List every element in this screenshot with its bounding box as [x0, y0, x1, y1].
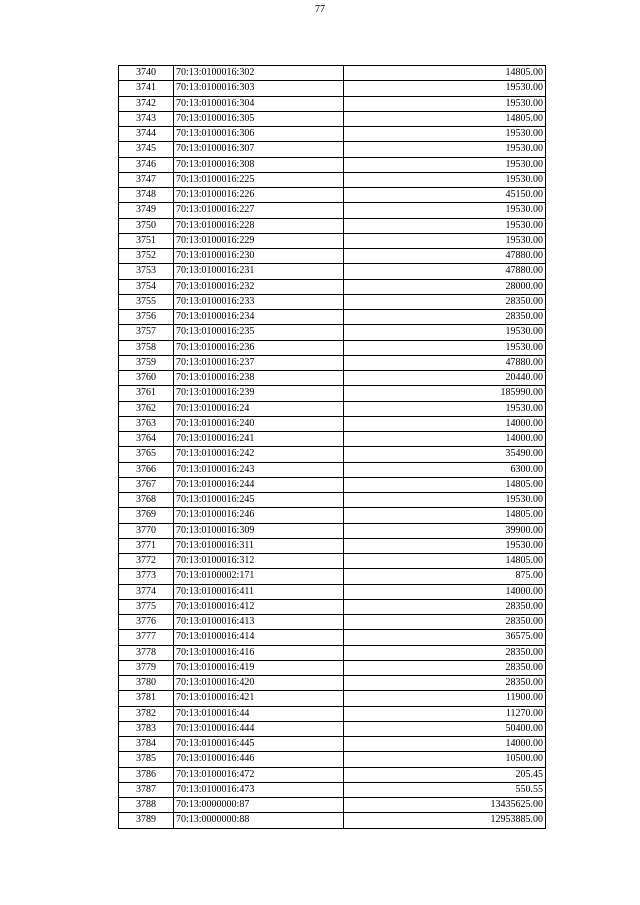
value-cell: 6300.00 [344, 462, 546, 477]
value-cell: 10500.00 [344, 752, 546, 767]
value-cell: 185990.00 [344, 386, 546, 401]
table-row [119, 111, 546, 126]
cadastral-number-cell: 70:13:0100016:307 [174, 142, 344, 157]
value-cell: 19530.00 [344, 157, 546, 172]
table-row [119, 569, 546, 584]
cadastral-number-cell: 70:13:0100016:419 [174, 660, 344, 675]
cadastral-number-cell: 70:13:0100016:420 [174, 676, 344, 691]
value-cell: 19530.00 [344, 96, 546, 111]
table-row [119, 96, 546, 111]
value-cell: 19530.00 [344, 203, 546, 218]
row-number-cell: 3784 [119, 737, 174, 752]
row-number-cell: 3786 [119, 767, 174, 782]
value-cell: 28000.00 [344, 279, 546, 294]
value-cell: 13435625.00 [344, 798, 546, 813]
cadastral-number-cell: 70:13:0100016:244 [174, 477, 344, 492]
row-number-cell: 3761 [119, 386, 174, 401]
table-row [119, 706, 546, 721]
table-row [119, 172, 546, 187]
table-row [119, 233, 546, 248]
table-row [119, 66, 546, 81]
value-cell: 14000.00 [344, 584, 546, 599]
table-row [119, 813, 546, 828]
table-row [119, 203, 546, 218]
value-cell: 20440.00 [344, 371, 546, 386]
cadastral-number-cell: 70:13:0100016:233 [174, 294, 344, 309]
row-number-cell: 3779 [119, 660, 174, 675]
cadastral-number-cell: 70:13:0100016:245 [174, 493, 344, 508]
row-number-cell: 3757 [119, 325, 174, 340]
cadastral-number-cell: 70:13:0100016:237 [174, 355, 344, 370]
cadastral-number-cell: 70:13:0100016:444 [174, 721, 344, 736]
row-number-cell: 3781 [119, 691, 174, 706]
cadastral-number-cell: 70:13:0100016:24 [174, 401, 344, 416]
table-row [119, 767, 546, 782]
row-number-cell: 3771 [119, 538, 174, 553]
value-cell: 14805.00 [344, 477, 546, 492]
value-cell: 28350.00 [344, 294, 546, 309]
table-row [119, 584, 546, 599]
value-cell: 50400.00 [344, 721, 546, 736]
value-cell: 550.55 [344, 782, 546, 797]
row-number-cell: 3767 [119, 477, 174, 492]
table-row [119, 310, 546, 325]
row-number-cell: 3778 [119, 645, 174, 660]
cadastral-number-cell: 70:13:0100016:308 [174, 157, 344, 172]
row-number-cell: 3762 [119, 401, 174, 416]
value-cell: 19530.00 [344, 401, 546, 416]
table-row [119, 249, 546, 264]
table-row [119, 477, 546, 492]
table-row [119, 538, 546, 553]
row-number-cell: 3776 [119, 615, 174, 630]
cadastral-number-cell: 70:13:0100016:238 [174, 371, 344, 386]
row-number-cell: 3742 [119, 96, 174, 111]
value-cell: 39900.00 [344, 523, 546, 538]
row-number-cell: 3782 [119, 706, 174, 721]
value-cell: 47880.00 [344, 355, 546, 370]
cadastral-number-cell: 70:13:0100016:412 [174, 599, 344, 614]
cadastral-number-cell: 70:13:0100016:445 [174, 737, 344, 752]
row-number-cell: 3760 [119, 371, 174, 386]
row-number-cell: 3770 [119, 523, 174, 538]
table-row [119, 294, 546, 309]
row-number-cell: 3753 [119, 264, 174, 279]
cadastral-number-cell: 70:13:0100016:413 [174, 615, 344, 630]
row-number-cell: 3764 [119, 432, 174, 447]
cadastral-number-cell: 70:13:0100016:302 [174, 66, 344, 81]
value-cell: 19530.00 [344, 142, 546, 157]
row-number-cell: 3745 [119, 142, 174, 157]
row-number-cell: 3769 [119, 508, 174, 523]
value-cell: 45150.00 [344, 188, 546, 203]
cadastral-number-cell: 70:13:0100016:306 [174, 127, 344, 142]
table-row [119, 599, 546, 614]
value-cell: 14805.00 [344, 554, 546, 569]
table-row [119, 660, 546, 675]
row-number-cell: 3750 [119, 218, 174, 233]
cadastral-number-cell: 70:13:0100016:414 [174, 630, 344, 645]
row-number-cell: 3755 [119, 294, 174, 309]
table-row [119, 721, 546, 736]
value-cell: 205.45 [344, 767, 546, 782]
row-number-cell: 3747 [119, 172, 174, 187]
cadastral-number-cell: 70:13:0100016:225 [174, 172, 344, 187]
table-row [119, 432, 546, 447]
cadastral-number-cell: 70:13:0100016:243 [174, 462, 344, 477]
cadastral-number-cell: 70:13:0100016:242 [174, 447, 344, 462]
value-cell: 19530.00 [344, 325, 546, 340]
page-number: 77 [315, 4, 325, 15]
row-number-cell: 3759 [119, 355, 174, 370]
cadastral-number-cell: 70:13:0100016:228 [174, 218, 344, 233]
table-row [119, 615, 546, 630]
value-cell: 19530.00 [344, 172, 546, 187]
row-number-cell: 3754 [119, 279, 174, 294]
value-cell: 35490.00 [344, 447, 546, 462]
row-number-cell: 3788 [119, 798, 174, 813]
cadastral-number-cell: 70:13:0100016:227 [174, 203, 344, 218]
cadastral-number-cell: 70:13:0100016:235 [174, 325, 344, 340]
value-cell: 28350.00 [344, 660, 546, 675]
row-number-cell: 3787 [119, 782, 174, 797]
table-row [119, 691, 546, 706]
table-row [119, 462, 546, 477]
value-cell: 875.00 [344, 569, 546, 584]
table-row [119, 386, 546, 401]
row-number-cell: 3789 [119, 813, 174, 828]
row-number-cell: 3751 [119, 233, 174, 248]
table-row [119, 416, 546, 431]
table-row [119, 645, 546, 660]
value-cell: 19530.00 [344, 538, 546, 553]
value-cell: 14805.00 [344, 66, 546, 81]
table-row [119, 81, 546, 96]
table-row [119, 493, 546, 508]
row-number-cell: 3772 [119, 554, 174, 569]
table-row [119, 127, 546, 142]
value-cell: 19530.00 [344, 218, 546, 233]
value-cell: 28350.00 [344, 615, 546, 630]
row-number-cell: 3783 [119, 721, 174, 736]
row-number-cell: 3748 [119, 188, 174, 203]
cadastral-number-cell: 70:13:0100016:416 [174, 645, 344, 660]
row-number-cell: 3777 [119, 630, 174, 645]
cadastral-number-cell: 70:13:0100016:240 [174, 416, 344, 431]
cadastral-number-cell: 70:13:0100002:171 [174, 569, 344, 584]
value-cell: 11900.00 [344, 691, 546, 706]
table-row [119, 218, 546, 233]
cadastral-number-cell: 70:13:0100016:312 [174, 554, 344, 569]
cadastral-number-cell: 70:13:0100016:446 [174, 752, 344, 767]
cadastral-number-cell: 70:13:0100016:239 [174, 386, 344, 401]
row-number-cell: 3766 [119, 462, 174, 477]
value-cell: 11270.00 [344, 706, 546, 721]
table-row [119, 157, 546, 172]
table-row [119, 798, 546, 813]
table-row [119, 523, 546, 538]
cadastral-number-cell: 70:13:0100016:309 [174, 523, 344, 538]
value-cell: 14000.00 [344, 737, 546, 752]
cadastral-number-cell: 70:13:0100016:232 [174, 279, 344, 294]
table-row [119, 737, 546, 752]
cadastral-number-cell: 70:13:0100016:234 [174, 310, 344, 325]
row-number-cell: 3763 [119, 416, 174, 431]
row-number-cell: 3758 [119, 340, 174, 355]
cadastral-number-cell: 70:13:0100016:246 [174, 508, 344, 523]
row-number-cell: 3743 [119, 111, 174, 126]
table-row [119, 355, 546, 370]
row-number-cell: 3749 [119, 203, 174, 218]
value-cell: 12953885.00 [344, 813, 546, 828]
table-row [119, 508, 546, 523]
table-row [119, 752, 546, 767]
value-cell: 28350.00 [344, 645, 546, 660]
cadastral-number-cell: 70:13:0100016:226 [174, 188, 344, 203]
cadastral-table [118, 65, 546, 829]
cadastral-number-cell: 70:13:0100016:473 [174, 782, 344, 797]
cadastral-number-cell: 70:13:0100016:411 [174, 584, 344, 599]
table-row [119, 676, 546, 691]
row-number-cell: 3765 [119, 447, 174, 462]
table-row [119, 279, 546, 294]
table-row [119, 264, 546, 279]
cadastral-number-cell: 70:13:0100016:472 [174, 767, 344, 782]
cadastral-number-cell: 70:13:0000000:87 [174, 798, 344, 813]
value-cell: 19530.00 [344, 127, 546, 142]
value-cell: 14805.00 [344, 111, 546, 126]
row-number-cell: 3756 [119, 310, 174, 325]
table-body [119, 66, 546, 829]
cadastral-number-cell: 70:13:0100016:311 [174, 538, 344, 553]
value-cell: 19530.00 [344, 340, 546, 355]
cadastral-number-cell: 70:13:0100016:304 [174, 96, 344, 111]
table-row [119, 340, 546, 355]
table-row [119, 142, 546, 157]
row-number-cell: 3741 [119, 81, 174, 96]
table-row [119, 401, 546, 416]
value-cell: 19530.00 [344, 81, 546, 96]
cadastral-number-cell: 70:13:0100016:305 [174, 111, 344, 126]
cadastral-number-cell: 70:13:0100016:230 [174, 249, 344, 264]
table-row [119, 447, 546, 462]
table-row [119, 782, 546, 797]
cadastral-number-cell: 70:13:0100016:229 [174, 233, 344, 248]
row-number-cell: 3744 [119, 127, 174, 142]
value-cell: 47880.00 [344, 249, 546, 264]
row-number-cell: 3752 [119, 249, 174, 264]
table-row [119, 188, 546, 203]
cadastral-number-cell: 70:13:0100016:231 [174, 264, 344, 279]
row-number-cell: 3746 [119, 157, 174, 172]
table-row [119, 325, 546, 340]
table-row [119, 554, 546, 569]
value-cell: 14805.00 [344, 508, 546, 523]
cadastral-number-cell: 70:13:0100016:241 [174, 432, 344, 447]
row-number-cell: 3780 [119, 676, 174, 691]
row-number-cell: 3775 [119, 599, 174, 614]
value-cell: 47880.00 [344, 264, 546, 279]
cadastral-number-cell: 70:13:0000000:88 [174, 813, 344, 828]
value-cell: 19530.00 [344, 233, 546, 248]
table-row [119, 630, 546, 645]
value-cell: 28350.00 [344, 599, 546, 614]
table-row [119, 371, 546, 386]
row-number-cell: 3785 [119, 752, 174, 767]
value-cell: 36575.00 [344, 630, 546, 645]
cadastral-number-cell: 70:13:0100016:236 [174, 340, 344, 355]
cadastral-number-cell: 70:13:0100016:303 [174, 81, 344, 96]
row-number-cell: 3740 [119, 66, 174, 81]
row-number-cell: 3773 [119, 569, 174, 584]
cadastral-number-cell: 70:13:0100016:44 [174, 706, 344, 721]
row-number-cell: 3774 [119, 584, 174, 599]
row-number-cell: 3768 [119, 493, 174, 508]
value-cell: 14000.00 [344, 416, 546, 431]
value-cell: 28350.00 [344, 676, 546, 691]
cadastral-number-cell: 70:13:0100016:421 [174, 691, 344, 706]
value-cell: 19530.00 [344, 493, 546, 508]
value-cell: 14000.00 [344, 432, 546, 447]
value-cell: 28350.00 [344, 310, 546, 325]
